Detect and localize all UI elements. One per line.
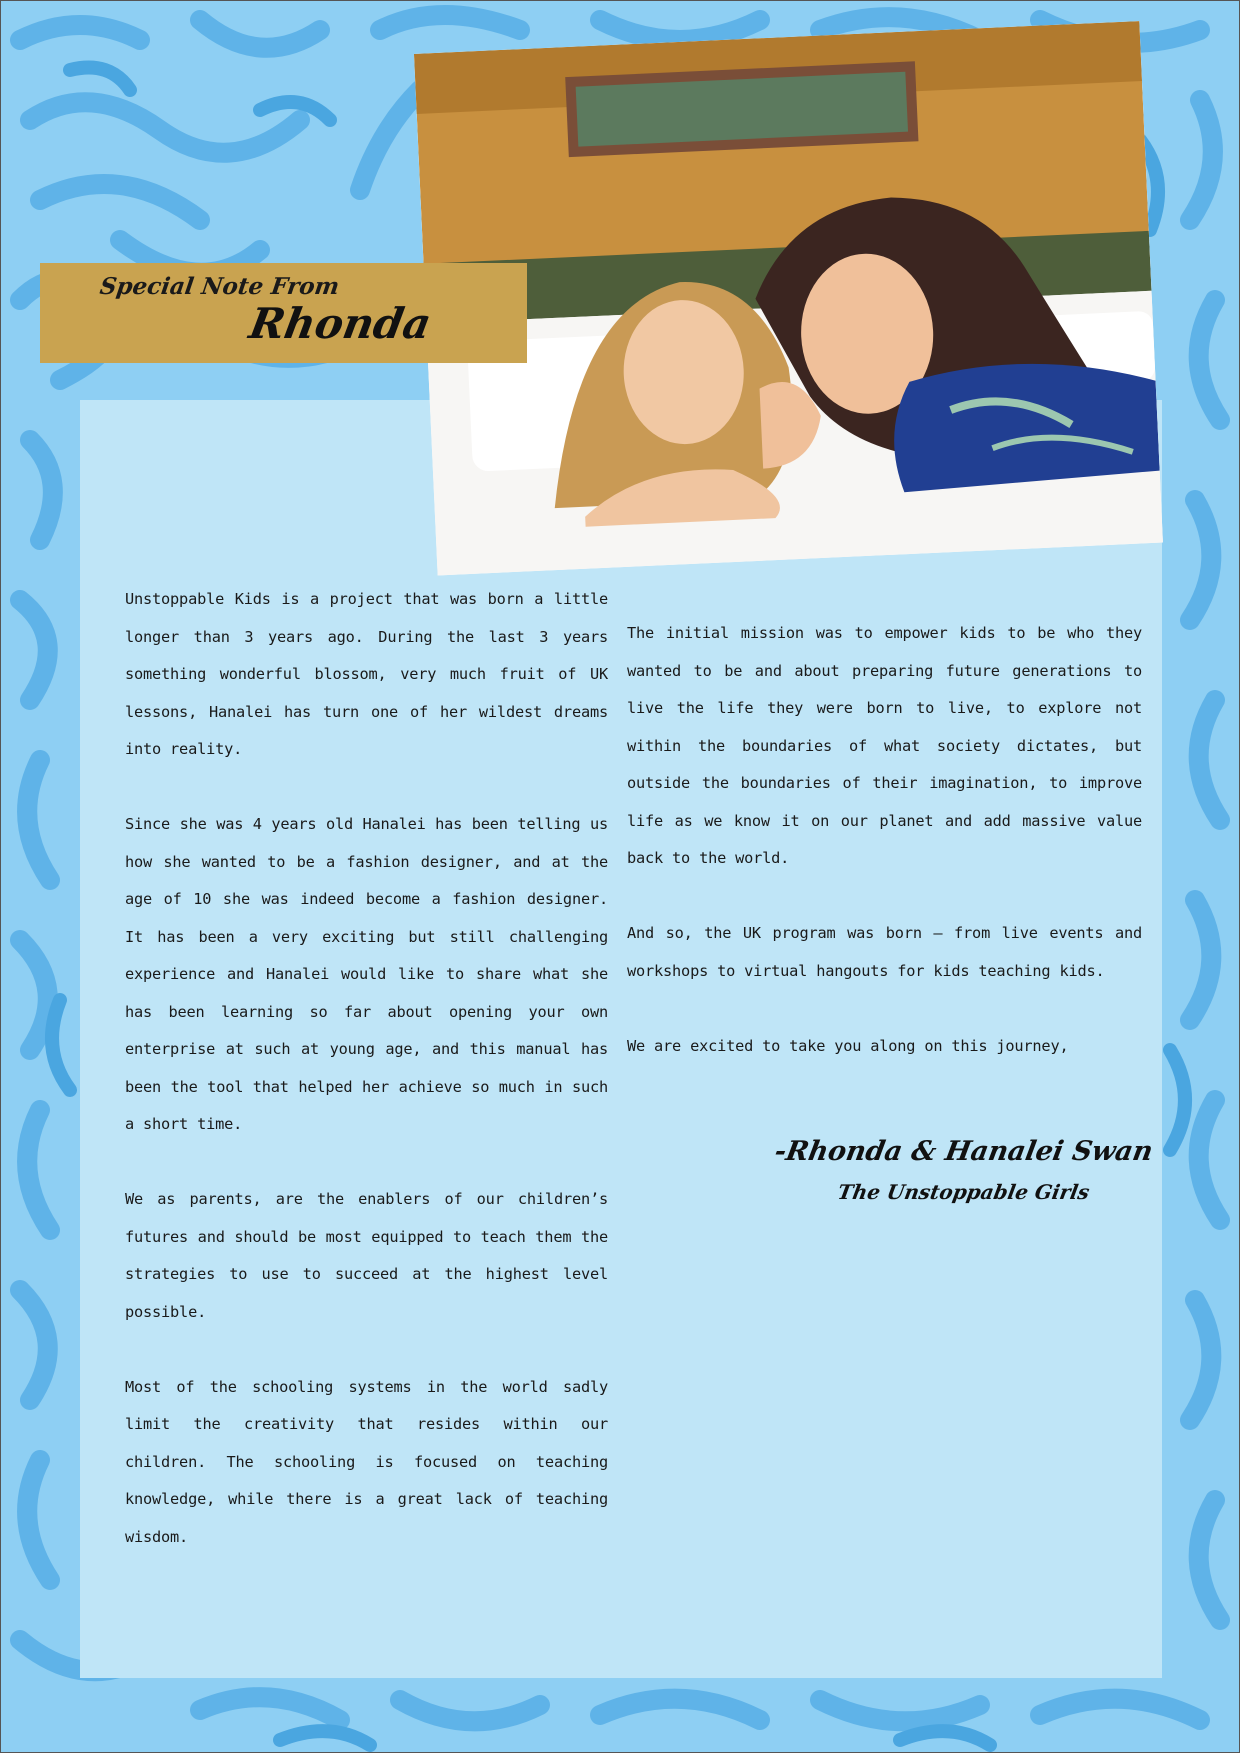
right-column [627, 615, 1142, 1103]
paragraph: We as parents, are the enablers of our children’s futures and should be most equipped to teach them the strategies to use to succeed at the highest level possible. [125, 1190, 608, 1321]
signature-tagline: The Unstoppable Girls [835, 1180, 1092, 1204]
paragraph: Most of the schooling systems in the world sadly limit the creativity that resides within our children. The schooling is focused on teaching knowledge, while there is a great lack of teaching wisdom. [125, 1377, 608, 1546]
left-column [125, 581, 608, 1594]
signature-names: -Rhonda & Hanalei Swan [772, 1136, 1156, 1167]
paragraph: And so, the UK program was born – from live events and workshops to virtual hangouts for kids teaching kids. [627, 924, 1142, 980]
banner-subtitle: Special Note From [98, 273, 341, 300]
header-banner [40, 263, 527, 363]
paragraph: We are excited to take you along on this journey, [627, 1036, 1069, 1055]
banner-title: Rhonda [245, 299, 435, 348]
paragraph: Unstoppable Kids is a project that was born a little longer than 3 years ago. During the last 3 years something wonderful blossom, very much fruit of UK lessons, Hanalei has turn one of her wildest dreams into reality. [125, 590, 608, 758]
paragraph: Since she was 4 years old Hanalei has been telling us how she wanted to be a fashion designer, and at the age of 10 she was indeed become a fashion designer. It has been a very exciting but still challenging experience and Hanalei would like to share what she has been learning so far about opening your own enterprise at such at young age, and this manual has been the tool that helped her achieve so much in such a short time. [125, 815, 608, 1133]
paragraph: The initial mission was to empower kids to be who they wanted to be and about preparing future generations to live the life they were born to live, to explore not within the boundaries of what society dictates, but outside the boundaries of their imagination, to improve life as we know it on our planet and add massive value back to the world. [627, 624, 1142, 867]
